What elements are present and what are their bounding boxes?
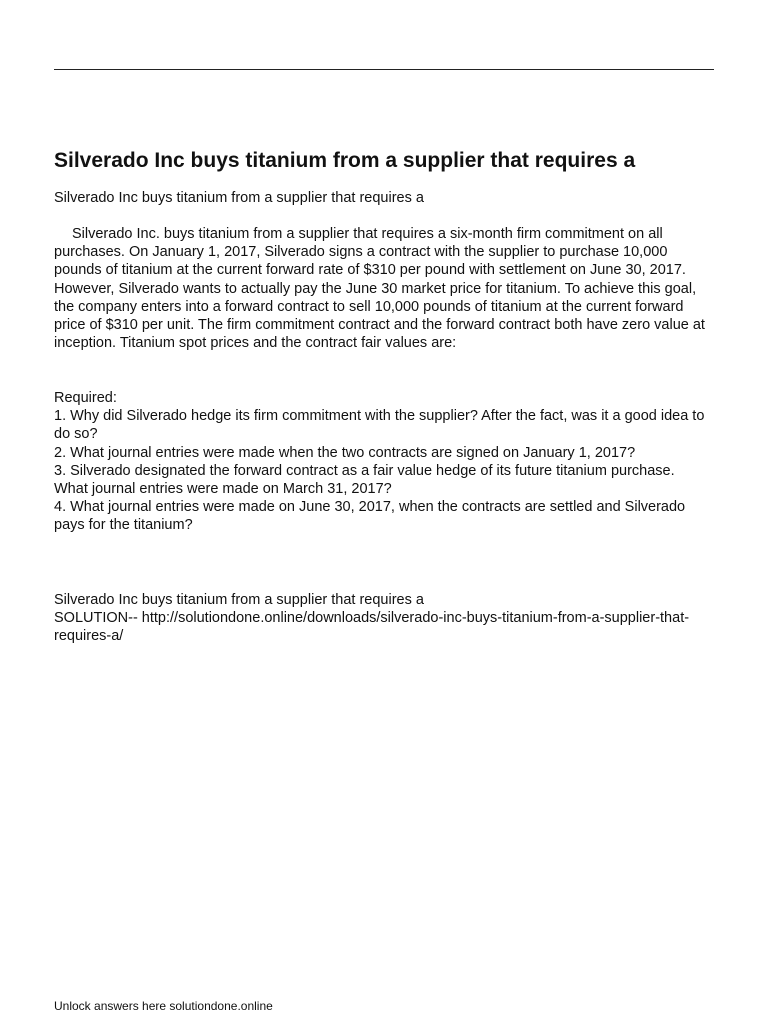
- body-paragraph: [54, 225, 718, 352]
- top-divider: [54, 69, 714, 70]
- solution-section: [54, 591, 718, 646]
- required-heading: Required:: [54, 390, 117, 406]
- footer-unlock-text: Unlock answers here solutiondone.online: [54, 999, 273, 1013]
- required-section: [54, 389, 718, 535]
- document-title: Silverado Inc buys titanium from a supplier that requires a: [54, 149, 636, 172]
- question-4: 4. What journal entries were made on June 30, 2017, when the contracts are settled and Silverado pays for the titanium?: [54, 499, 686, 534]
- question-1: 1. Why did Silverado hedge its firm commitment with the supplier? After the fact, was it a good idea to do so?: [54, 408, 705, 443]
- solution-title: Silverado Inc buys titanium from a supplier that requires a: [54, 592, 424, 608]
- solution-link[interactable]: SOLUTION-- http://solutiondone.online/downloads/silverado-inc-buys-titanium-from-a-supplier-that-requires-a/: [54, 610, 690, 645]
- question-2: 2. What journal entries were made when the two contracts are signed on January 1, 2017?: [54, 444, 636, 461]
- body-paragraph-text: Silverado Inc. buys titanium from a supplier that requires a six-month firm commitment on all purchases. On January 1, 2017, Silverado signs a contract with the supplier to purchase 10,000 pounds of titanium at the current forward rate of $310 per pound with settlement on June 30, 2017. However, Silverado wants to actually pay the June 30 market price for titanium. To achieve this goal, the company enters into a forward contract to sell 10,000 pounds of titanium at the current forward price of $310 per unit. The firm commitment contract and the forward contract both have zero value at inception. Titanium spot prices and the contract fair values are:: [54, 226, 705, 352]
- document-subtitle: Silverado Inc buys titanium from a supplier that requires a: [54, 190, 424, 206]
- question-3-followup: What journal entries were made on March 31, 2017?: [54, 481, 392, 498]
- question-3: 3. Silverado designated the forward contract as a fair value hedge of its future titanium purchase.: [54, 462, 675, 479]
